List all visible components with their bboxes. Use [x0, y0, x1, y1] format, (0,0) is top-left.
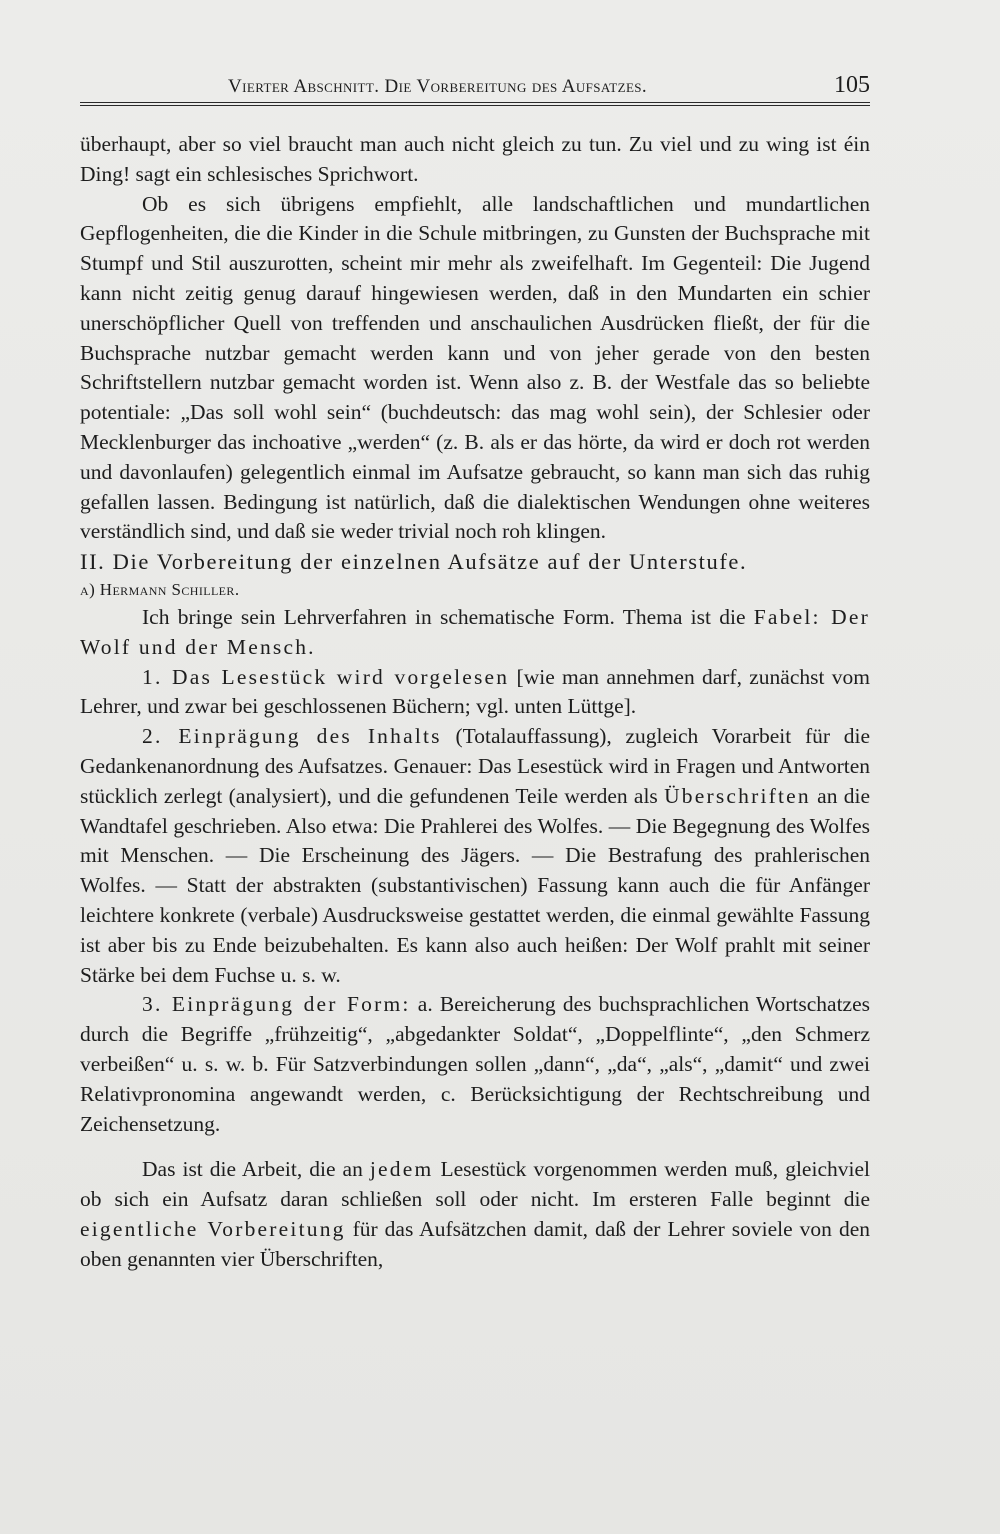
paragraph-6 [80, 990, 870, 1139]
paragraph-2: Ob es sich übrigens empfiehlt, alle landschaftlichen und mundartlichen Gepflogenheiten, die die Kinder in die Schule mitbringen, zu Gunsten der Buchsprache mit Stumpf und Stil auszurotten, scheint mir mehr als zweifelhaft. Im Gegenteil: Die Jugend kann nicht zeitig genug darauf hingewiesen werden, daß in den Mundarten ein schier unerschöpflicher Quell von treffenden und anschaulichen Ausdrücken fließt, der für die Buchsprache nutzbar gemacht werden kann und von jeher gerade von den besten Schriftstellern nutzbar gemacht worden ist. Wenn also z. B. der Westfale das so beliebte potentiale: „Das soll wohl sein“ (buchdeutsch: das mag wohl sein), der Schlesier oder Mecklenburger das inchoative „werden“ (z. B. als er das hörte, da wird er doch rot werden und davonlaufen) gelegentlich einmal im Aufsatze gebraucht, so kann man sich das ruhig gefallen lassen. Bedingung ist natürlich, daß die dialektischen Wendungen ohne weiteres verständlich sind, und daß sie weder trivial noch roh klingen. [80, 191, 870, 544]
paragraph-3 [80, 603, 870, 663]
paragraph-4-spaced: 1. Das Lesestück wird vorgelesen [142, 664, 510, 689]
paragraph-3-spaced: Fabel: Der Wolf und der Mensch. [80, 604, 870, 659]
paragraph-3-text: Ich bringe sein Lehrverfahren in schematische Form. Thema ist die [142, 604, 754, 629]
paragraph-7-text-b: Lesestück vorgenommen werden muß, gleichviel ob sich ein Aufsatz daran schließen soll oder nicht. Im ersteren Falle beginnt die [80, 1157, 870, 1212]
paragraph-5-text-a: (Totalauffassung), zugleich Vorarbeit für die Gedankenanordnung des Aufsatzes. Genauer: Das Lesestück wird in Fragen und Antworten stücklich zerlegt (analysiert), und die gefundenen Teile werden als [80, 724, 870, 808]
paragraph-gap [80, 1139, 870, 1155]
paragraph-5-spaced: 2. Einprägung des Inhalts [142, 724, 442, 749]
paragraph-7-spaced-a: jedem [369, 1157, 434, 1182]
paragraph-6-spaced: 3. Einprägung der Form: [142, 992, 411, 1017]
paragraph-6-text: a. Bereicherung des buchsprachlichen Wortschatzes durch die Begriffe „frühzeitig“, „abgedankter Soldat“, „Doppelflinte“, „den Schmerz verbeißen“ u. s. w. b. Für Satzverbindungen sollen „dann“, „da“, „als“, „damit“ und zwei Relativpronomina angewandt werden, c. Berücksichtigung der Rechtschreibung und Zeichensetzung. [80, 992, 870, 1136]
paragraph-5-text-b: an die Wandtafel geschrieben. Also etwa: Die Prahlerei des Wolfes. — Die Begegnung des Wolfes mit Menschen. — Die Erscheinung des Jägers. — Die Bestrafung des prahlerischen Wolfes. — Statt der abstrakten (substantivischen) Fassung kann auch die für Anfänger leichtere konkrete (verbale) Ausdrucksweise gestattet werden, die einmal gewählte Fassung ist aber bis zu Ende beizubehalten. Es kann also auch heißen: Der Wolf prahlt mit seiner Stärke bei dem Fuchse u. s. w. [80, 783, 870, 987]
paragraph-7-spaced-b: eigentliche Vorbereitung [80, 1216, 346, 1241]
paragraph-5-spaced-b: Überschriften [664, 783, 811, 808]
paragraph-1: überhaupt, aber so viel braucht man auch nicht gleich zu tun. Zu viel und zu wing ist éin Ding! sagt ein schlesisches Sprichwort. [80, 132, 870, 186]
paragraph-4 [80, 663, 870, 723]
paragraph-7-text-c: für das Aufsätzchen damit, daß der Lehrer soviele von den oben genannten vier Überschriften, [80, 1216, 870, 1271]
paragraph-7 [80, 1155, 870, 1274]
header-rule [80, 102, 870, 106]
page-header [80, 68, 870, 102]
paragraph-4-text: [wie man annehmen darf, zunächst vom Lehrer, und zwar bei geschlossenen Büchern; vgl. unten Lüttge]. [80, 664, 870, 719]
paragraph-7-text-a: Das ist die Arbeit, die an [142, 1157, 370, 1182]
running-head: Vierter Abschnitt. Die Vorbereitung des Aufsatzes. [228, 76, 648, 97]
paragraph-5 [80, 722, 870, 990]
body-text [80, 130, 870, 1274]
page-number: 105 [834, 72, 870, 98]
section-heading: II. Die Vorbereitung der einzelnen Aufsätze auf der Unterstufe. [80, 549, 748, 575]
subheading-author: a) Hermann Schiller. [80, 579, 240, 599]
